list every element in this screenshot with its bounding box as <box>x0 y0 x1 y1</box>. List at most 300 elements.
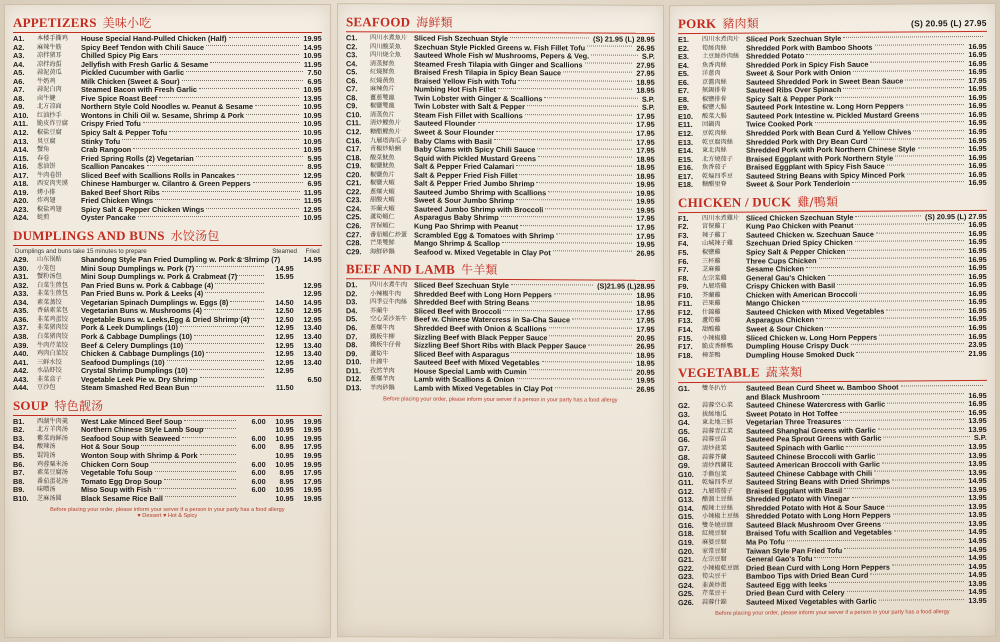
leader-dots <box>852 496 965 498</box>
item-code: B10. <box>13 493 29 503</box>
item-code: F15. <box>678 333 693 343</box>
section-title: DUMPLINGS AND BUNS <box>13 228 165 244</box>
item-name-cn: 蒜泥黄瓜 <box>37 69 62 77</box>
item-price: 16.95 <box>968 331 988 341</box>
item-name-cn: 小辣椒乾豆腐 <box>702 564 740 572</box>
item-code: B2. <box>13 425 25 435</box>
item-name-cn: 糖醋里脊 <box>702 181 728 189</box>
item-code: G13. <box>678 495 695 505</box>
item-name: Shredded Potato <box>746 51 805 61</box>
item-code: A30. <box>13 263 29 273</box>
item-name: Braised Fresh Tilapia in Spicy Bean Sauce <box>413 67 561 78</box>
item-code: G14. <box>678 503 695 513</box>
item-price-small: 10.95 <box>275 433 294 443</box>
item-price: 17.95 <box>636 137 655 147</box>
item-price: 16.95 <box>968 169 988 179</box>
item-price: 16.95 <box>968 322 988 333</box>
item-name-cn: 無錫排骨 <box>702 87 728 95</box>
item-name-cn: 芝麻汤圆 <box>37 494 62 502</box>
item-price-fried: 13.40 <box>303 331 322 341</box>
item-code: G20. <box>678 546 695 556</box>
leader-dots <box>887 309 965 311</box>
item-price: 13.95 <box>968 467 988 477</box>
leader-dots <box>828 275 965 277</box>
item-name-cn: 韭黃炒蛋 <box>702 581 728 589</box>
item-code: E10. <box>678 111 694 121</box>
appetizers-section <box>13 14 322 223</box>
leader-dots <box>180 326 264 327</box>
item-code: C10. <box>345 110 362 120</box>
leader-dots <box>906 79 965 80</box>
leader-dots <box>167 360 264 361</box>
item-name: Sauteed Shredded Pork in Sweet Bean Sauce <box>746 76 904 87</box>
item-code: G8. <box>678 452 691 462</box>
item-price: 18.95 <box>636 85 655 96</box>
leader-dots <box>853 70 964 72</box>
leader-dots <box>182 80 304 81</box>
item-name-cn: 酸辣汤 <box>37 443 56 451</box>
item-name: Sauteed String Beans with Dried Shrimps <box>746 476 891 487</box>
item-price-fried: 13.40 <box>303 349 322 359</box>
item-code: E16. <box>678 163 694 173</box>
item-price-large: 19.95 <box>303 485 322 495</box>
leader-dots <box>162 191 300 192</box>
item-price-large: 19.95 <box>303 493 322 503</box>
leader-dots <box>844 36 983 38</box>
item-price: 16.95 <box>968 135 988 145</box>
item-name-cn: 北方羊肉汤 <box>37 426 68 434</box>
item-code: E4. <box>678 60 690 70</box>
item-name: Mango Chicken <box>746 298 801 308</box>
item-price: 13.95 <box>968 518 988 528</box>
item-price: 20.95 <box>636 367 655 377</box>
item-code: F3. <box>678 230 689 241</box>
item-name-cn: 蔥爆牛肉 <box>369 324 395 332</box>
leader-dots <box>584 63 632 64</box>
item-code: E11. <box>678 120 693 130</box>
item-name-cn: 蒜蓉什錦 <box>702 598 728 606</box>
item-price: 13.95 <box>968 578 988 588</box>
item-name: Lamb with Scallions & Onion <box>413 374 515 385</box>
item-price-large: 19.95 <box>303 425 322 435</box>
leader-dots <box>829 582 964 584</box>
leader-dots <box>807 53 965 55</box>
item-name: Sauteed Shanghai Greens with Garlic <box>746 425 877 436</box>
item-price: 6.95 <box>307 76 322 86</box>
leader-dots <box>200 377 264 378</box>
item-price-large: 17.95 <box>303 442 322 452</box>
item-price-fried: 12.95 <box>303 306 322 316</box>
item-price-steamed: 12.50 <box>275 306 294 316</box>
item-price-small: 8.95 <box>279 442 294 452</box>
menu-item <box>346 384 655 394</box>
item-name-cn: 麻婆豆腐 <box>702 538 728 546</box>
item-price-steamed: 11.50 <box>275 383 294 393</box>
item-name-cn: 椒鹽大腸 <box>702 104 728 112</box>
item-price: 18.95 <box>636 154 655 164</box>
item-code: F14. <box>678 324 693 335</box>
item-name: Wonton Soup with Shrimp & Pork <box>81 450 198 460</box>
item-name: Sauteed Jumbo Shrimp with Broccoli <box>413 204 544 215</box>
section-title-cn: 水饺汤包 <box>170 229 220 244</box>
item-price: 16.95 <box>968 101 988 111</box>
item-code: A17. <box>13 170 29 180</box>
item-name-cn: 酸菜大腸 <box>702 112 728 120</box>
leader-dots <box>536 182 632 184</box>
item-name-cn: 红油抄手 <box>37 111 62 119</box>
item-name: Sliced Beef with Broccoli <box>413 306 501 316</box>
item-price: (S) 20.95 (L) 27.95 <box>925 211 988 222</box>
leader-dots <box>494 139 633 141</box>
item-price: 16.95 <box>968 41 988 51</box>
item-name-cn: 卤牛腱 <box>37 94 56 102</box>
item-name: Salt & Pepper Fried Calamari <box>413 161 514 172</box>
item-price: 16.95 <box>968 254 988 264</box>
item-name-cn: 白菜猪肉饺 <box>37 332 68 340</box>
item-code: E1. <box>678 35 690 45</box>
item-price-steamed: 14.50 <box>275 297 294 307</box>
item-name: Szechuan Style Pickled Greens w. Fish Fillet Tofu <box>413 42 585 52</box>
item-code: A3. <box>13 51 25 61</box>
item-name: Sauteed Chinese Cabbage with Chili <box>746 468 873 479</box>
item-name-cn: 蘆筍牛 <box>369 349 389 358</box>
item-name: Sizzling Beef with Black Pepper Sauce <box>413 332 548 342</box>
item-name-cn: 北方燒茄子 <box>702 155 734 163</box>
item-price: 18.95 <box>636 350 655 360</box>
item-price: 13.95 <box>968 501 988 511</box>
item-name: Kung Pao Chicken with Peanut <box>746 221 854 231</box>
leader-dots <box>511 284 593 285</box>
item-code: D9. <box>345 348 358 358</box>
item-price: 16.95 <box>968 178 988 188</box>
allergy-note: Before placing your order, please inform your server if a person in your party has a food allergy <box>715 609 950 618</box>
item-name-cn: 四川水煮牛肉 <box>369 281 407 289</box>
leader-dots <box>806 266 964 268</box>
item-price-small: 10.95 <box>275 485 294 495</box>
item-code: C8. <box>345 93 358 103</box>
chicken-duck-section <box>678 192 987 360</box>
item-price: 10.95 <box>303 110 322 120</box>
item-code: D10. <box>345 357 362 367</box>
section-heading <box>346 13 655 34</box>
item-name: Shredded Pork with Bamboo Shoots <box>746 42 873 53</box>
item-name-cn: 九層塔茄子 <box>702 487 734 495</box>
leader-dots <box>844 87 965 89</box>
item-name-cn: 鐵板牛柳 <box>369 332 395 340</box>
item-name-cn: 京醬肉絲 <box>702 78 728 86</box>
item-name: Shredded Beef with Long Horn Peppers <box>413 289 552 300</box>
item-code: E15. <box>678 154 694 164</box>
item-code: A18. <box>13 179 29 189</box>
item-code: A2. <box>13 42 25 52</box>
item-code: E3. <box>678 52 690 62</box>
item-code: A42. <box>13 366 29 376</box>
leader-dots <box>851 343 965 345</box>
item-name-cn: 青椒炒蛤蜊 <box>369 145 401 153</box>
item-code: G19. <box>678 537 695 548</box>
item-code: G4. <box>678 418 691 428</box>
leader-dots <box>143 122 300 123</box>
item-code: A44. <box>13 383 29 393</box>
item-name-cn: 三鲜水饺 <box>37 358 62 366</box>
leader-dots <box>528 370 632 372</box>
item-code: F8. <box>678 273 689 283</box>
leader-dots <box>147 165 304 166</box>
leader-dots <box>819 257 965 259</box>
item-price: 14.95 <box>968 527 988 537</box>
item-code: B5. <box>13 450 25 460</box>
item-code: G11. <box>678 478 694 488</box>
item-name: Sauteed Chinese Broccoli with Garlic <box>746 451 876 462</box>
item-name: Shredded Pork with Dry Bean Curd <box>746 136 868 147</box>
item-name-cn: 烤小排 <box>37 188 56 196</box>
item-name: Crispy Fried Tofu <box>81 119 141 129</box>
item-name: Szechuan Dried Spicy Chicken <box>746 238 853 249</box>
item-name-cn: 豆沙包 <box>37 384 56 392</box>
item-price-fried: 12.95 <box>303 280 322 290</box>
section-heading <box>678 192 987 213</box>
leader-dots <box>815 121 965 123</box>
dumplings-note: Dumplings and buns take 15 minutes to prepare <box>15 248 147 256</box>
item-price: 16.95 <box>968 228 988 238</box>
item-code: A14. <box>13 145 29 155</box>
item-name: Mini Soup Dumplings w. Pork & Crabmeat (7) <box>81 272 238 282</box>
item-name: Mini Soup Dumplings w. Pork (7) <box>81 263 195 273</box>
leader-dots <box>184 420 235 421</box>
menu-item <box>13 120 322 129</box>
leader-dots <box>538 157 632 158</box>
item-price: 11.95 <box>303 196 322 206</box>
item-price: 11.95 <box>303 59 322 69</box>
item-name: Stinky Tofu <box>81 136 121 146</box>
item-name: Sauteed Whole Fish w/ Mushrooms, Pepers & Veg. <box>413 50 589 61</box>
section-title-cn: 特色靓汤 <box>54 398 104 413</box>
item-name: Sliced Chicken Szechuan Style <box>746 212 854 223</box>
item-name-cn: 椒鹽雞 <box>702 248 721 256</box>
item-name-cn: 蔥爆大蝦 <box>369 188 395 196</box>
item-code: A9. <box>13 102 25 112</box>
item-name: Sauteed Jumbo Shrimp with Scallions <box>413 187 546 198</box>
item-name: House Special Hand-Pulled Chicken (Half) <box>81 34 227 43</box>
item-name: Chicken Corn Soup <box>81 459 149 469</box>
item-price: 10.95 <box>303 102 322 112</box>
item-code: G23. <box>678 572 695 582</box>
item-name: Vegetable Leek Pie w. Dry Shrimp <box>81 374 198 384</box>
item-code: C21. <box>345 178 362 188</box>
item-name: Sauteed Mixed Vegetables with Garlic <box>746 596 877 607</box>
item-code: A31. <box>13 272 29 282</box>
item-name: Taiwan Style Pan Fried Tofu <box>746 545 843 556</box>
item-name-cn: 豆乾肉絲 <box>702 129 728 137</box>
item-price: 16.95 <box>968 126 988 137</box>
item-code: C19. <box>345 161 362 171</box>
item-name: Sauteed Pea Sprout Greens with Garlic <box>746 434 882 445</box>
leader-dots <box>893 513 965 515</box>
leader-dots <box>879 599 965 601</box>
item-name: Shredded Beef with Onion & Scallions <box>413 323 547 334</box>
item-name: and Black Mushroom <box>746 391 821 402</box>
leader-dots <box>878 453 965 455</box>
item-price-small: 10.95 <box>275 450 294 460</box>
item-code: E8. <box>678 94 690 104</box>
item-code: A16. <box>13 162 29 172</box>
item-name: Fried Spring Rolls (2) Vegetarian <box>81 153 194 163</box>
leader-dots <box>826 326 965 328</box>
item-price: 18.95 <box>636 77 655 87</box>
item-price: 16.95 <box>968 109 988 119</box>
item-name: Spicy Salt & Pepper Pork <box>746 93 834 104</box>
item-code: A43. <box>13 374 29 384</box>
leader-dots <box>160 54 299 55</box>
leader-dots <box>205 292 263 293</box>
menu-item <box>13 155 322 164</box>
item-name: Seafood w. Mixed Vegetable in Clay Pot <box>413 247 551 257</box>
leader-dots <box>233 275 264 276</box>
item-name-cn: 土豆絲炒肉絲 <box>702 52 740 61</box>
leader-dots <box>856 223 965 225</box>
item-code: G6. <box>678 435 691 445</box>
leader-dots <box>892 479 964 481</box>
item-code: C4. <box>345 58 358 68</box>
leader-dots <box>884 436 970 438</box>
item-code: D5. <box>345 314 358 324</box>
item-name: Sauteed Chicken w. Szechuan Sauce <box>746 229 875 240</box>
item-name-cn: 乾豆腐肉絲 <box>702 138 734 146</box>
item-price: 27.95 <box>636 60 655 70</box>
item-code: C24. <box>345 204 362 214</box>
item-price: 16.95 <box>968 297 988 307</box>
item-name-cn: 雙冬燒豆腐 <box>702 521 734 529</box>
leader-dots <box>182 437 236 438</box>
item-code: G26. <box>678 597 695 607</box>
item-price: 19.95 <box>636 205 655 215</box>
item-price-steamed: 12.95 <box>275 357 294 367</box>
item-price: 17.95 <box>636 128 655 138</box>
dumplings-section <box>13 227 322 393</box>
item-price: 16.95 <box>968 407 988 417</box>
item-price: 12.95 <box>303 204 322 214</box>
item-price: 16.95 <box>968 314 988 324</box>
section-title: SOUP <box>13 397 49 413</box>
item-code: D4. <box>345 306 358 316</box>
leader-dots <box>246 114 299 115</box>
item-price-steamed: 12.95 <box>275 323 294 333</box>
item-code: A15. <box>13 153 29 163</box>
item-name-cn: 四川水煮肉片 <box>702 35 740 43</box>
section-title-cn: 豬肉類 <box>722 16 760 31</box>
item-code: G1. <box>678 384 691 394</box>
item-name: General Gau's Chicken <box>746 272 826 283</box>
item-price-steamed: 15.95 <box>275 272 294 282</box>
item-code: A40. <box>13 349 29 359</box>
item-name-cn: 芥蘭大蝦 <box>369 205 395 213</box>
item-name-cn: 凉拌海蜇 <box>37 60 62 68</box>
item-name-cn: 雙冬扒竹 <box>702 384 728 393</box>
item-name-cn: 紅燒黃魚 <box>369 77 395 85</box>
item-name: Beef w. Chinese Watercress in Sa-Cha Sauce <box>413 314 570 325</box>
item-name-cn: 家常豆腐 <box>702 547 728 555</box>
item-code: C5. <box>345 67 358 77</box>
leader-dots <box>822 394 965 396</box>
item-price: 16.95 <box>968 50 988 60</box>
item-code: G7. <box>678 443 691 454</box>
item-price-cup: 6.00 <box>251 433 266 443</box>
leader-dots <box>587 46 632 47</box>
section-title-cn: 海鲜類 <box>415 15 453 30</box>
item-name: Sauteed String Beans with Spicy Minced Pork <box>746 170 906 181</box>
item-name-cn: 孜然羊肉 <box>369 367 395 375</box>
leader-dots <box>552 251 632 252</box>
leader-dots <box>894 530 965 531</box>
item-name: Braised Tofu with Scallion and Vegetables <box>746 528 893 539</box>
item-name-cn: 清蒸魚片 <box>369 111 395 119</box>
item-price: 26.95 <box>636 248 655 258</box>
item-price: 18.95 <box>636 358 655 368</box>
item-name-cn: 薑蔥雙龍 <box>369 94 395 102</box>
item-name-cn: 宮保蝦仁 <box>369 222 395 230</box>
item-code: B7. <box>13 468 25 478</box>
item-name-cn: 山东锅贴 <box>37 256 62 264</box>
leader-dots <box>233 318 264 319</box>
section-heading <box>346 260 655 281</box>
leader-dots <box>510 37 589 38</box>
item-name-cn: 清蒸鮮魚 <box>369 59 395 68</box>
section-heading <box>678 362 987 383</box>
item-price: 19.95 <box>636 375 655 386</box>
leader-dots <box>511 352 632 354</box>
item-code: D1. <box>345 280 358 290</box>
item-name: Chicken with American Broccoli <box>746 289 858 300</box>
vegetable-section <box>678 362 987 607</box>
item-name-cn: 魚香茄子 <box>702 163 728 172</box>
item-name: Sliced Fish Szechuan Style <box>413 33 508 44</box>
item-name: Ma Po Tofu <box>746 537 786 547</box>
item-code: E7. <box>678 86 690 96</box>
section-title-cn: 雞/鴨類 <box>797 194 839 210</box>
item-name: Pickled Cucumber with Garlic <box>81 68 184 78</box>
pork-section <box>678 13 987 190</box>
item-name-cn: 清炒菠菜 <box>702 444 728 452</box>
item-price-steamed: 12.95 <box>275 340 294 350</box>
item-code: C23. <box>345 195 362 205</box>
item-name-cn: 牛肉芹菜饺 <box>37 341 68 349</box>
leader-dots <box>255 105 299 106</box>
item-name-cn: 韭菜猪肉饺 <box>37 324 68 332</box>
item-price: 16.95 <box>968 58 988 68</box>
item-name-cn: 蒜蓉青江菜 <box>702 427 734 435</box>
leader-dots <box>537 148 632 149</box>
item-name: Sauteed Bean Curd Sheet w. Bamboo Shoot <box>746 382 899 393</box>
item-name-cn: 蒜蓉芥蘭 <box>702 453 728 461</box>
section-title: CHICKEN / DUCK <box>678 194 792 210</box>
item-price: S.P. <box>641 51 655 61</box>
item-code: D11. <box>345 365 361 375</box>
item-code: F11. <box>678 299 693 309</box>
item-name: Kung Pao Shrimp with Peanut <box>413 221 518 232</box>
item-price-small: 10.95 <box>275 493 294 503</box>
item-name: Vegetable Tofu Soup <box>81 468 153 478</box>
menu-item <box>678 597 987 608</box>
item-name-cn: 辣子雞丁 <box>702 231 728 239</box>
item-price: 13.95 <box>968 441 988 452</box>
item-code: F9. <box>678 282 689 292</box>
soup-section <box>13 397 322 503</box>
item-price-fried: 6.50 <box>307 374 322 384</box>
item-price: 16.95 <box>968 390 988 400</box>
item-name-cn: 素菜蒸饺 <box>37 298 62 306</box>
item-price: 27.95 <box>636 68 655 78</box>
item-name-cn: 醋溜土豆絲 <box>702 495 734 504</box>
